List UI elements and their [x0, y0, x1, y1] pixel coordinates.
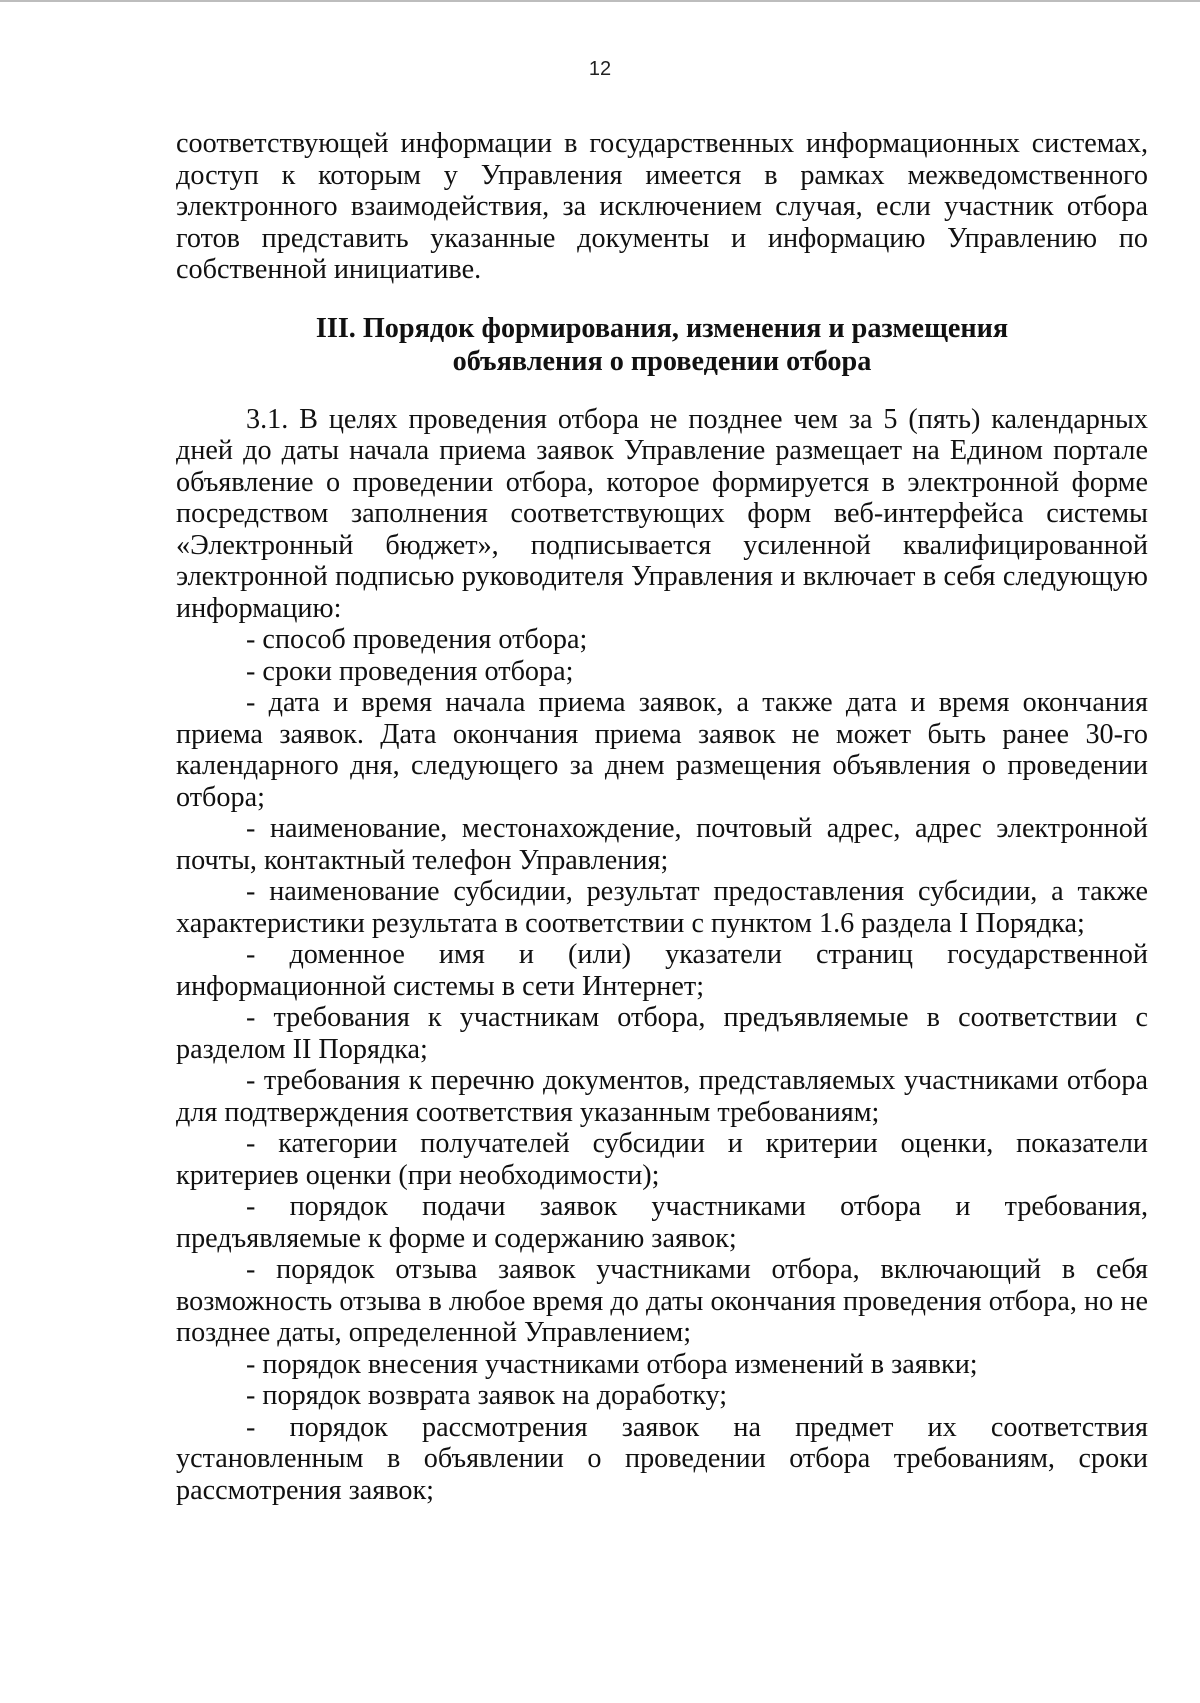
section-heading [176, 312, 1148, 378]
list-item: - способ проведения отбора; [246, 624, 588, 655]
list-item: - требования к перечню документов, представляемых участниками отбора для подтверждения соответствия указанным требованиям; [176, 1065, 1148, 1128]
top-edge-rule [0, 0, 1200, 2]
list-item: - категории получателей субсидии и критерии оценки, показатели критериев оценки (при необходимости); [176, 1128, 1148, 1191]
section-heading-line-2: объявления о проведении отбора [452, 345, 872, 377]
list-item: - дата и время начала приема заявок, а также дата и время окончания приема заявок. Дата окончания приема заявок не может быть ранее 30-го календарного дня, следующего за днем размещения объявления о проведении отбора; [176, 687, 1148, 813]
list-item: - доменное имя и (или) указатели страниц государственной информационной системы в сети Интернет; [176, 939, 1148, 1002]
list-item: - порядок внесения участниками отбора изменений в заявки; [246, 1348, 978, 1380]
list-item: - требования к участникам отбора, предъявляемые в соответствии с разделом II Порядка; [176, 1002, 1148, 1065]
list-item: - сроки проведения отбора; [246, 655, 574, 687]
document-body [176, 128, 1148, 1506]
list-item: - порядок рассмотрения заявок на предмет их соответствия установленным в объявлении о проведении отбора требованиям, сроки рассмотрения заявок; [176, 1411, 1148, 1506]
list-item: - порядок отзыва заявок участниками отбора, включающий в себя возможность отзыва в любое время до даты окончания проведения отбора, но не позднее даты, определенной Управлением; [176, 1254, 1148, 1348]
section-heading-line-1: III. Порядок формирования, изменения и размещения [315, 312, 1009, 344]
list-item: - порядок подачи заявок участниками отбора и требования, предъявляемые к форме и содержанию заявок; [176, 1191, 1148, 1254]
information-list [176, 624, 1148, 1506]
list-item: - порядок возврата заявок на доработку; [246, 1380, 728, 1411]
page-number: 12 [588, 58, 612, 80]
clause-3-1: 3.1. В целях проведения отбора не позднее чем за 5 (пять) календарных дней до даты начала приема заявок Управление размещает на Едином портале объявление о проведении отбора, которое формируется в электронной форме посредством заполнения соответствующих форм веб-интерфейса системы «Электронный бюджет», подписывается усиленной квалифицированной электронной подписью руководителя Управления и включает в себя следующую информацию: [176, 403, 1148, 624]
list-item: - наименование субсидии, результат предоставления субсидии, а также характеристики результата в соответствии с пунктом 1.6 раздела I Порядка; [176, 876, 1148, 939]
intro-paragraph: соответствующей информации в государственных информационных системах, доступ к которым у Управления имеется в рамках межведомственного электронного взаимодействия, за исключением случая, если участник отбора готов представить указанные документы и информацию Управлению по собственной инициативе. [176, 128, 1148, 285]
list-item: - наименование, местонахождение, почтовый адрес, адрес электронной почты, контактный телефон Управления; [176, 813, 1148, 876]
